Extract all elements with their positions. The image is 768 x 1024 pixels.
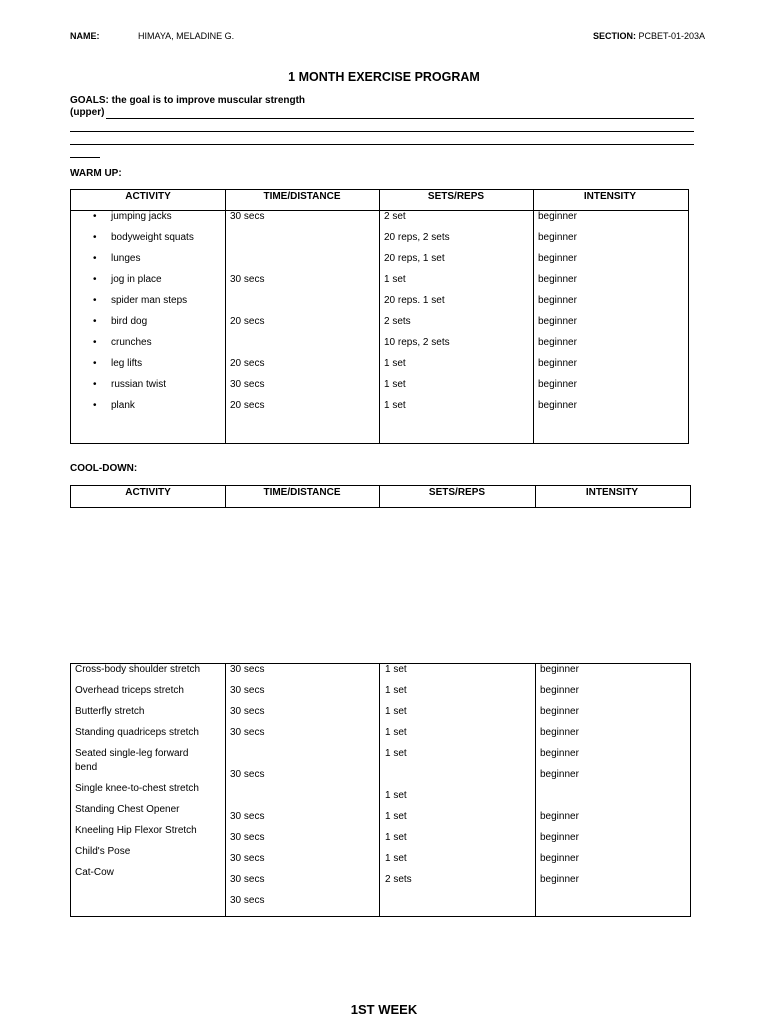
warmup-intensity: beginner: [538, 400, 577, 411]
warmup-time: 20 secs: [230, 400, 265, 411]
warmup-activity: crunches: [111, 337, 152, 348]
goals-rule: [70, 144, 694, 145]
cooldown-activity: Seated single-leg forward: [75, 748, 189, 759]
warmup-activity: spider man steps: [111, 295, 188, 306]
goals-rule: [70, 131, 694, 132]
cooldown-time: 30 secs: [230, 769, 265, 780]
cooldown-intensity: beginner: [540, 853, 579, 864]
cooldown-time: 30 secs: [230, 685, 265, 696]
cooldown-sets: 1 set: [385, 727, 407, 738]
warmup-activity: bird dog: [111, 316, 148, 327]
warmup-intensity: beginner: [538, 253, 577, 264]
cooldown-activity: Overhead triceps stretch: [75, 685, 184, 696]
warmup-activity: russian twist: [111, 379, 167, 390]
warmup-activity: jog in place: [111, 274, 162, 285]
warmup-sets: 1 set: [384, 400, 406, 411]
warmup-sets: 20 reps, 1 set: [384, 253, 445, 264]
bullet-icon: •: [93, 211, 97, 222]
section-value: PCBET-01-203A: [638, 31, 706, 41]
bullet-icon: •: [93, 274, 97, 285]
warmup-intensity: beginner: [538, 358, 577, 369]
cooldown-label: COOL-DOWN:: [70, 463, 138, 474]
bullet-icon: •: [93, 253, 97, 264]
cooldown-time: 30 secs: [230, 874, 265, 885]
bullet-icon: •: [93, 337, 97, 348]
cooldown-intensity: beginner: [540, 832, 579, 843]
cooldown-activity: bend: [75, 762, 98, 773]
cooldown-sets: 1 set: [385, 832, 407, 843]
bullet-icon: •: [93, 400, 97, 411]
goals-line-1: GOALS: the goal is to improve muscular strength: [70, 95, 306, 106]
warmup-sets: 1 set: [384, 379, 406, 390]
warmup-sets: 2 set: [384, 211, 406, 222]
warmup-time: 30 secs: [230, 379, 265, 390]
goals-rule: [70, 157, 100, 158]
cooldown-header-sets: SETS/REPS: [428, 487, 486, 498]
name-value: HIMAYA, MELADINE G.: [138, 31, 235, 41]
cooldown-sets: 1 set: [385, 748, 407, 759]
warmup-sets: 10 reps, 2 sets: [384, 337, 450, 348]
cooldown-sets: 1 set: [385, 853, 407, 864]
cooldown-intensity: beginner: [540, 664, 579, 675]
goals-rule: [106, 118, 694, 119]
bullet-icon: •: [93, 232, 97, 243]
warmup-intensity: beginner: [538, 337, 577, 348]
warmup-table: [70, 189, 689, 444]
cooldown-activity: Standing quadriceps stretch: [75, 727, 199, 738]
cooldown-time: 30 secs: [230, 664, 265, 675]
cooldown-activity: Kneeling Hip Flexor Stretch: [75, 825, 197, 836]
warmup-sets: 1 set: [384, 274, 406, 285]
warmup-intensity: beginner: [538, 295, 577, 306]
cooldown-header-intensity: INTENSITY: [585, 487, 639, 498]
bullet-icon: •: [93, 379, 97, 390]
bullet-icon: •: [93, 295, 97, 306]
warmup-time: 20 secs: [230, 316, 265, 327]
cooldown-sets: 2 sets: [385, 874, 412, 885]
warmup-sets: 20 reps. 1 set: [384, 295, 445, 306]
cooldown-sets: 1 set: [385, 685, 407, 696]
cooldown-activity: Cross-body shoulder stretch: [75, 664, 201, 675]
cooldown-intensity: beginner: [540, 748, 579, 759]
warmup-label: WARM UP:: [70, 168, 122, 179]
warmup-header-sets: SETS/REPS: [427, 191, 485, 202]
cooldown-activity: Child's Pose: [75, 846, 131, 857]
warmup-time: 30 secs: [230, 211, 265, 222]
cooldown-activity: Standing Chest Opener: [75, 804, 180, 815]
cooldown-time: 30 secs: [230, 853, 265, 864]
week-heading: 1ST WEEK: [350, 1002, 418, 1017]
cooldown-intensity: beginner: [540, 811, 579, 822]
warmup-sets: 20 reps, 2 sets: [384, 232, 450, 243]
warmup-sets: 1 set: [384, 358, 406, 369]
cooldown-activity: Single knee-to-chest stretch: [75, 783, 199, 794]
cooldown-time: 30 secs: [230, 832, 265, 843]
cooldown-sets: 1 set: [385, 811, 407, 822]
cooldown-header-activity: ACTIVITY: [125, 487, 171, 498]
warmup-intensity: beginner: [538, 379, 577, 390]
cooldown-sets: 1 set: [385, 706, 407, 717]
warmup-intensity: beginner: [538, 274, 577, 285]
cooldown-time: 30 secs: [230, 811, 265, 822]
cooldown-intensity: beginner: [540, 874, 579, 885]
warmup-time: 20 secs: [230, 358, 265, 369]
cooldown-intensity: beginner: [540, 685, 579, 696]
warmup-intensity: beginner: [538, 232, 577, 243]
cooldown-sets: 1 set: [385, 790, 407, 801]
warmup-activity: lunges: [111, 253, 141, 264]
goals: [70, 95, 305, 119]
warmup-sets: 2 sets: [384, 316, 411, 327]
cooldown-table: [70, 663, 691, 917]
cooldown-intensity: beginner: [540, 769, 579, 780]
cooldown-sets: 1 set: [385, 664, 407, 675]
warmup-header-time: TIME/DISTANCE: [263, 191, 341, 202]
cooldown-time: 30 secs: [230, 706, 265, 717]
cooldown-time: 30 secs: [230, 727, 265, 738]
cooldown-header-table: [70, 485, 691, 508]
warmup-header-activity: ACTIVITY: [125, 191, 171, 202]
bullet-icon: •: [93, 316, 97, 327]
section-field: SECTION: PCBET-01-203A: [593, 31, 706, 41]
page-title: 1 MONTH EXERCISE PROGRAM: [288, 70, 480, 84]
name-label: NAME:: [70, 31, 100, 41]
warmup-activity: jumping jacks: [111, 211, 172, 222]
bullet-icon: •: [93, 358, 97, 369]
warmup-activity: leg lifts: [111, 358, 143, 369]
cooldown-activity: Butterfly stretch: [75, 706, 145, 717]
cooldown-header-time: TIME/DISTANCE: [263, 487, 341, 498]
warmup-activity: plank: [111, 400, 135, 411]
cooldown-time: 30 secs: [230, 895, 265, 906]
warmup-header-intensity: INTENSITY: [583, 191, 637, 202]
warmup-activity: bodyweight squats: [111, 232, 194, 243]
cooldown-activity: Cat-Cow: [75, 867, 114, 878]
warmup-intensity: beginner: [538, 211, 577, 222]
cooldown-intensity: beginner: [540, 727, 579, 738]
warmup-intensity: beginner: [538, 316, 577, 327]
warmup-time: 30 secs: [230, 274, 265, 285]
cooldown-intensity: beginner: [540, 706, 579, 717]
goals-line-2: (upper): [70, 107, 105, 118]
